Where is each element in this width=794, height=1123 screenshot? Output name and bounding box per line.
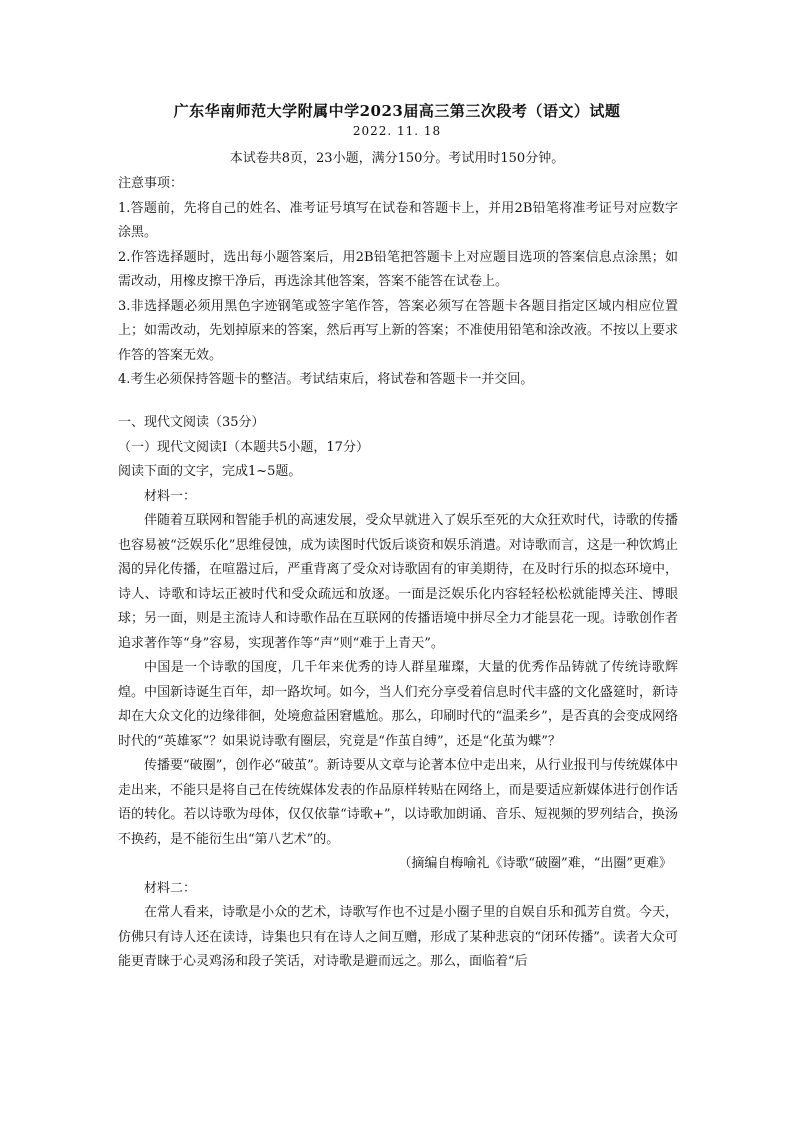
material-one-label: 材料一： — [144, 488, 197, 504]
reading-section — [118, 411, 678, 975]
note-item: 4.考生必须保持答题卡的整洁。考试结束后，将试卷和答题卡一并交回。 — [118, 372, 534, 387]
section-heading: 一、现代文阅读（35分） — [118, 415, 265, 430]
exam-title: 广东华南师范大学附属中学2023届高三第三次段考（语文）试题 — [173, 102, 621, 120]
note-item: 2.作答选择题时，选出每小题答案后，用2B铅笔把答题卡上对应题目选项的答案信息点涂黑；如需改动，用橡皮擦干净后，再选涂其他答案，答案不能答在试卷上。 — [118, 249, 678, 289]
note-item: 3.非选择题必须用黑色字迹钢笔或签字笔作答，答案必须写在答题卡各题目指定区域内相应位置上；如需改动，先划掉原来的答案，然后再写上新的答案；不准使用铅笔和涂改液。不按以上要求作答的答案无效。 — [118, 298, 678, 363]
material-source: （摘编自梅喻礼《诗歌“破圈”难，“出圈”更难》 — [398, 856, 672, 871]
material-two-label: 材料二： — [144, 880, 197, 896]
section-instruction: 阅读下面的文字，完成1~5题。 — [118, 464, 302, 479]
notes-block — [118, 172, 678, 393]
note-item: 1.答题前，先将自己的姓名、准考证号填写在试卷和答题卡上，并用2B铅笔将准考证号对应数字涂黑。 — [118, 200, 678, 240]
material-paragraph: 传播要“破圈”，创作必“破茧”。新诗要从文章与论著本位中走出来，从行业报刊与传统媒体中走出来，不能只是将自己在传统媒体发表的作品原样转贴在网络上，而是要适应新媒体进行创作话语的转化。若以诗歌为母体，仅仅依靠“诗歌+”，以诗歌加朗诵、音乐、短视频的罗列结合，换汤不换药，是不能衍生出“第八艺术”的。 — [118, 758, 678, 847]
material-paragraph: 在常人看来，诗歌是小众的艺术，诗歌写作也不过是小圈子里的自娱自乐和孤芳自赏。今天，仿佛只有诗人还在读诗，诗集也只有在诗人之间互赠，形成了某种悲哀的“闭环传播”。读者大众可能更青睐于心灵鸡汤和段子笑话，对诗歌是避而远之。那么，面临着“后 — [118, 905, 678, 969]
exam-subtitle: 本试卷共8页，23小题，满分150分。考试用时150分钟。 — [229, 151, 565, 166]
notes-heading: 注意事项： — [118, 176, 184, 191]
exam-date: 2022. 11. 18 — [352, 124, 442, 138]
material-paragraph: 中国是一个诗歌的国度，几千年来优秀的诗人群星璀璨，大量的优秀作品铸就了传统诗歌辉煌。中国新诗诞生百年，却一路坎坷。如今，当人们充分享受着信息时代丰盛的文化盛筵时，新诗却在大众文化的边缘徘徊，处境愈益困窘尴尬。那么，印刷时代的“温柔乡”，是否真的会变成网络时代的“英雄冢”？如果说诗歌有圈层，究竟是“作茧自缚”，还是“化茧为蝶”？ — [118, 660, 678, 749]
material-paragraph: 伴随着互联网和智能手机的高速发展，受众早就进入了娱乐至死的大众狂欢时代，诗歌的传播也容易被“泛娱乐化”思维侵蚀，成为读图时代饭后谈资和娱乐消遣。对诗歌而言，这是一种饮鸩止渴的异化传播，在喧嚣过后，严重背离了受众对诗歌固有的审美期待，在及时行乐的拟态环境中，诗人、诗歌和诗坛正被时代和受众疏远和放逐。一面是泛娱乐化内容轻轻松松就能博关注、博眼球；另一面，则是主流诗人和诗歌作品在互联网的传播语境中拼尽全力才能昙花一现。诗歌创作者追求著作等“身”容易，实现著作等“声”则“难于上青天”。 — [118, 513, 678, 651]
section-subheading: （一）现代文阅读Ⅰ（本题共5小题，17分） — [118, 439, 369, 455]
